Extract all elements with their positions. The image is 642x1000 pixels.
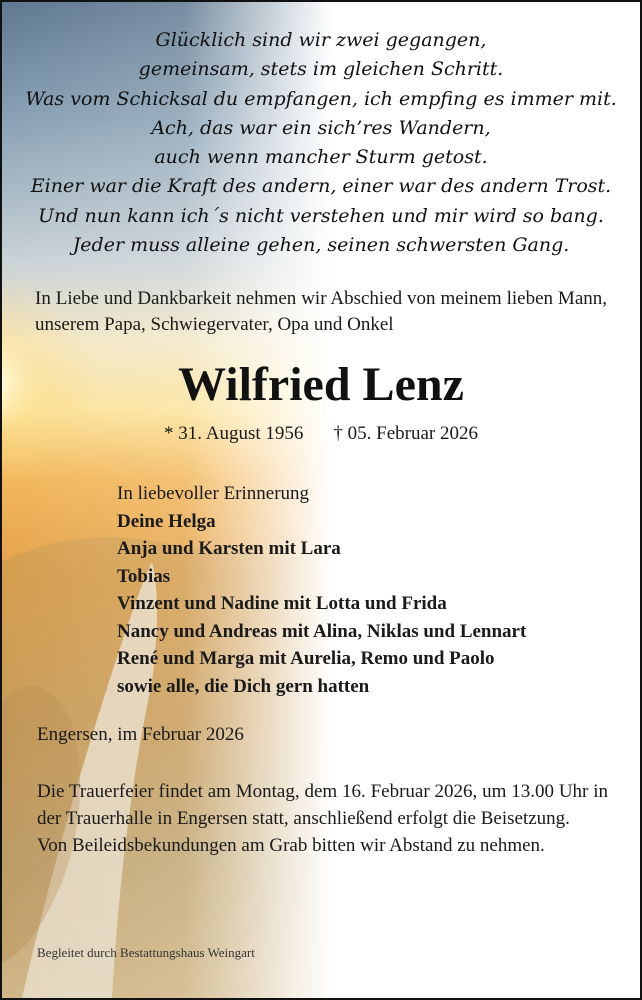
poem-line: Glücklich sind wir zwei gegangen, <box>155 29 487 51</box>
poem-line: Einer war die Kraft des andern, einer war des andern Trost. <box>30 175 612 198</box>
poem-line: gemeinsam, stets im gleichen Schritt. <box>138 58 504 81</box>
poem-line: Ach, das war ein sich’res Wandern, <box>151 116 491 139</box>
mourner: sowie alle, die Dich gern hatten <box>117 675 370 697</box>
funeral-info <box>37 778 608 859</box>
deceased-name: Wilfried Lenz <box>178 358 464 411</box>
funeral-details: Die Trauerfeier findet am Montag, dem 16. Februar 2026, um 13.00 Uhr in der Trauerhalle in Engersen statt, anschließend erfolgt die Beisetzung. <box>37 781 608 829</box>
condolence-request: Von Beileidsbekundungen am Grab bitten wir Abstand zu nehmen. <box>37 835 545 856</box>
farewell-intro: In Liebe und Dankbarkeit nehmen wir Abschied von meinem lieben Mann, unserem Papa, Schwiegervater, Opa und Onkel <box>35 288 607 335</box>
mourner: Tobias <box>117 565 171 587</box>
mourners-heading: In liebevoller Erinnerung <box>117 483 310 504</box>
poem-line: Was vom Schicksal du empfangen, ich empfing es immer mit. <box>25 87 617 110</box>
poem-line: Jeder muss alleine gehen, seinen schwersten Gang. <box>72 234 570 257</box>
mourners-list <box>117 480 526 700</box>
mourner: René und Marga mit Aurelia, Remo und Paolo <box>117 648 495 669</box>
poem <box>2 26 640 260</box>
undertaker-credit: Begleitet durch Bestattungshaus Weingart <box>37 945 255 960</box>
poem-line: auch wenn mancher Sturm getost. <box>154 146 488 169</box>
mourner: Vinzent und Nadine mit Lotta und Frida <box>117 593 447 614</box>
place-date: Engersen, im Februar 2026 <box>37 724 244 745</box>
mourner: Deine Helga <box>117 510 216 532</box>
life-dates <box>2 423 640 445</box>
birth-date: * 31. August 1956 <box>164 423 304 444</box>
death-date: † 05. Februar 2026 <box>333 423 478 444</box>
poem-line: Und nun kann ich´s nicht verstehen und mir wird so bang. <box>38 204 604 227</box>
mourner: Anja und Karsten mit Lara <box>117 538 341 559</box>
mourner: Nancy und Andreas mit Alina, Niklas und Lennart <box>117 620 527 642</box>
